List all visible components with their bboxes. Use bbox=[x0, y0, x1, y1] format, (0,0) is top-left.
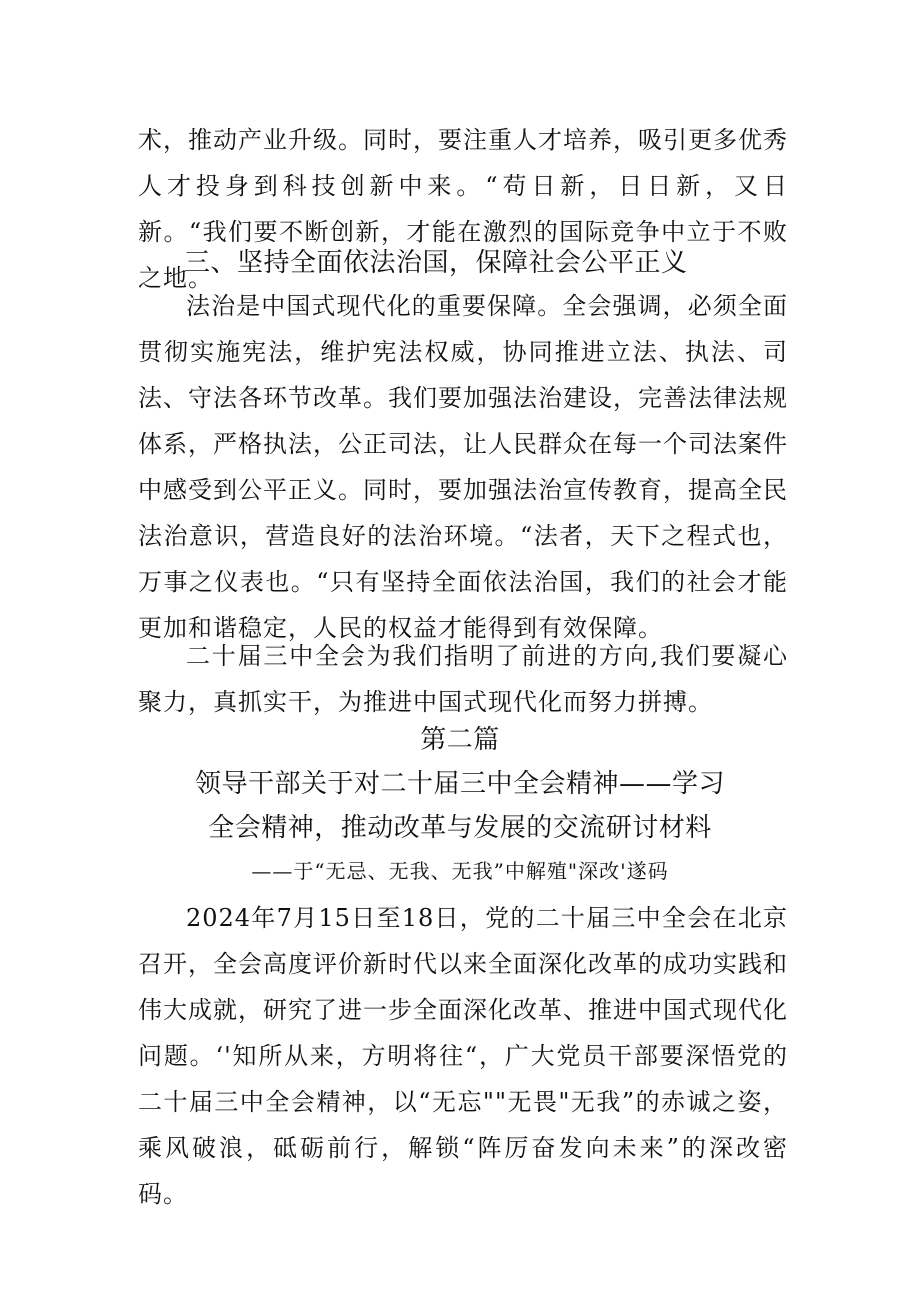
section-three-heading: 三、坚持全面依法治国，保障社会公平正义 bbox=[184, 248, 688, 278]
part-two-label: 第二篇 bbox=[420, 725, 500, 755]
intro-paragraph: 术，推动产业升级。同时，要注重人才培养，吸引更多优秀人才投身到科技创新中来。“苟日新，日日新，又日新。“我们要不断创新，才能在激烈的国际竞争中立于不败之地。 bbox=[138, 126, 788, 292]
section-three-paragraph: 法治是中国式现代化的重要保障。全会强调，必须全面贯彻实施宪法，维护宪法权威，协同推进立法、执法、司法、守法各环节改革。我们要加强法治建设，完善法律法规体系，严格执法，公正司法，让人民群众在每一个司法案件中感受到公平正义。同时，要加强法治宣传教育，提高全民法治意识，营造良好的法治环境。“法者，天下之程式也，万事之仪表也。“只有坚持全面依法治国，我们的社会才能更加和谐稳定，人民的权益才能得到有效保障。 bbox=[138, 292, 788, 642]
conclusion-paragraph: 二十届三中全会为我们指明了前进的方向,我们要凝心聚力，真抓实干，为推进中国式现代化而努力拼搏。 bbox=[138, 642, 788, 716]
part-two-title-line-1: 领导干部关于对二十届三中全会精神——学习 bbox=[194, 769, 725, 799]
part-two-title-line-2: 全会精神，推动改革与发展的交流研讨材料 bbox=[208, 813, 712, 843]
part-two-paragraph: 2024年7月15日至18日，党的二十届三中全会在北京召开，全会高度评价新时代以来全面深化改革的成功实践和伟大成就，研究了进一步全面深化改革、推进中国式现代化问题。‘'知所从来，方明将往“，广大党员干部要深悟党的二十届三中全会精神，以“无忘""无畏"无我”的赤诚之姿，乘风破浪，砥砺前行，解锁“阵厉奋发向未来”的深改密码。 bbox=[138, 904, 788, 1208]
part-two-subtitle: ——于“无忌、无我、无我”中解殖"深改'遂码 bbox=[251, 859, 669, 883]
